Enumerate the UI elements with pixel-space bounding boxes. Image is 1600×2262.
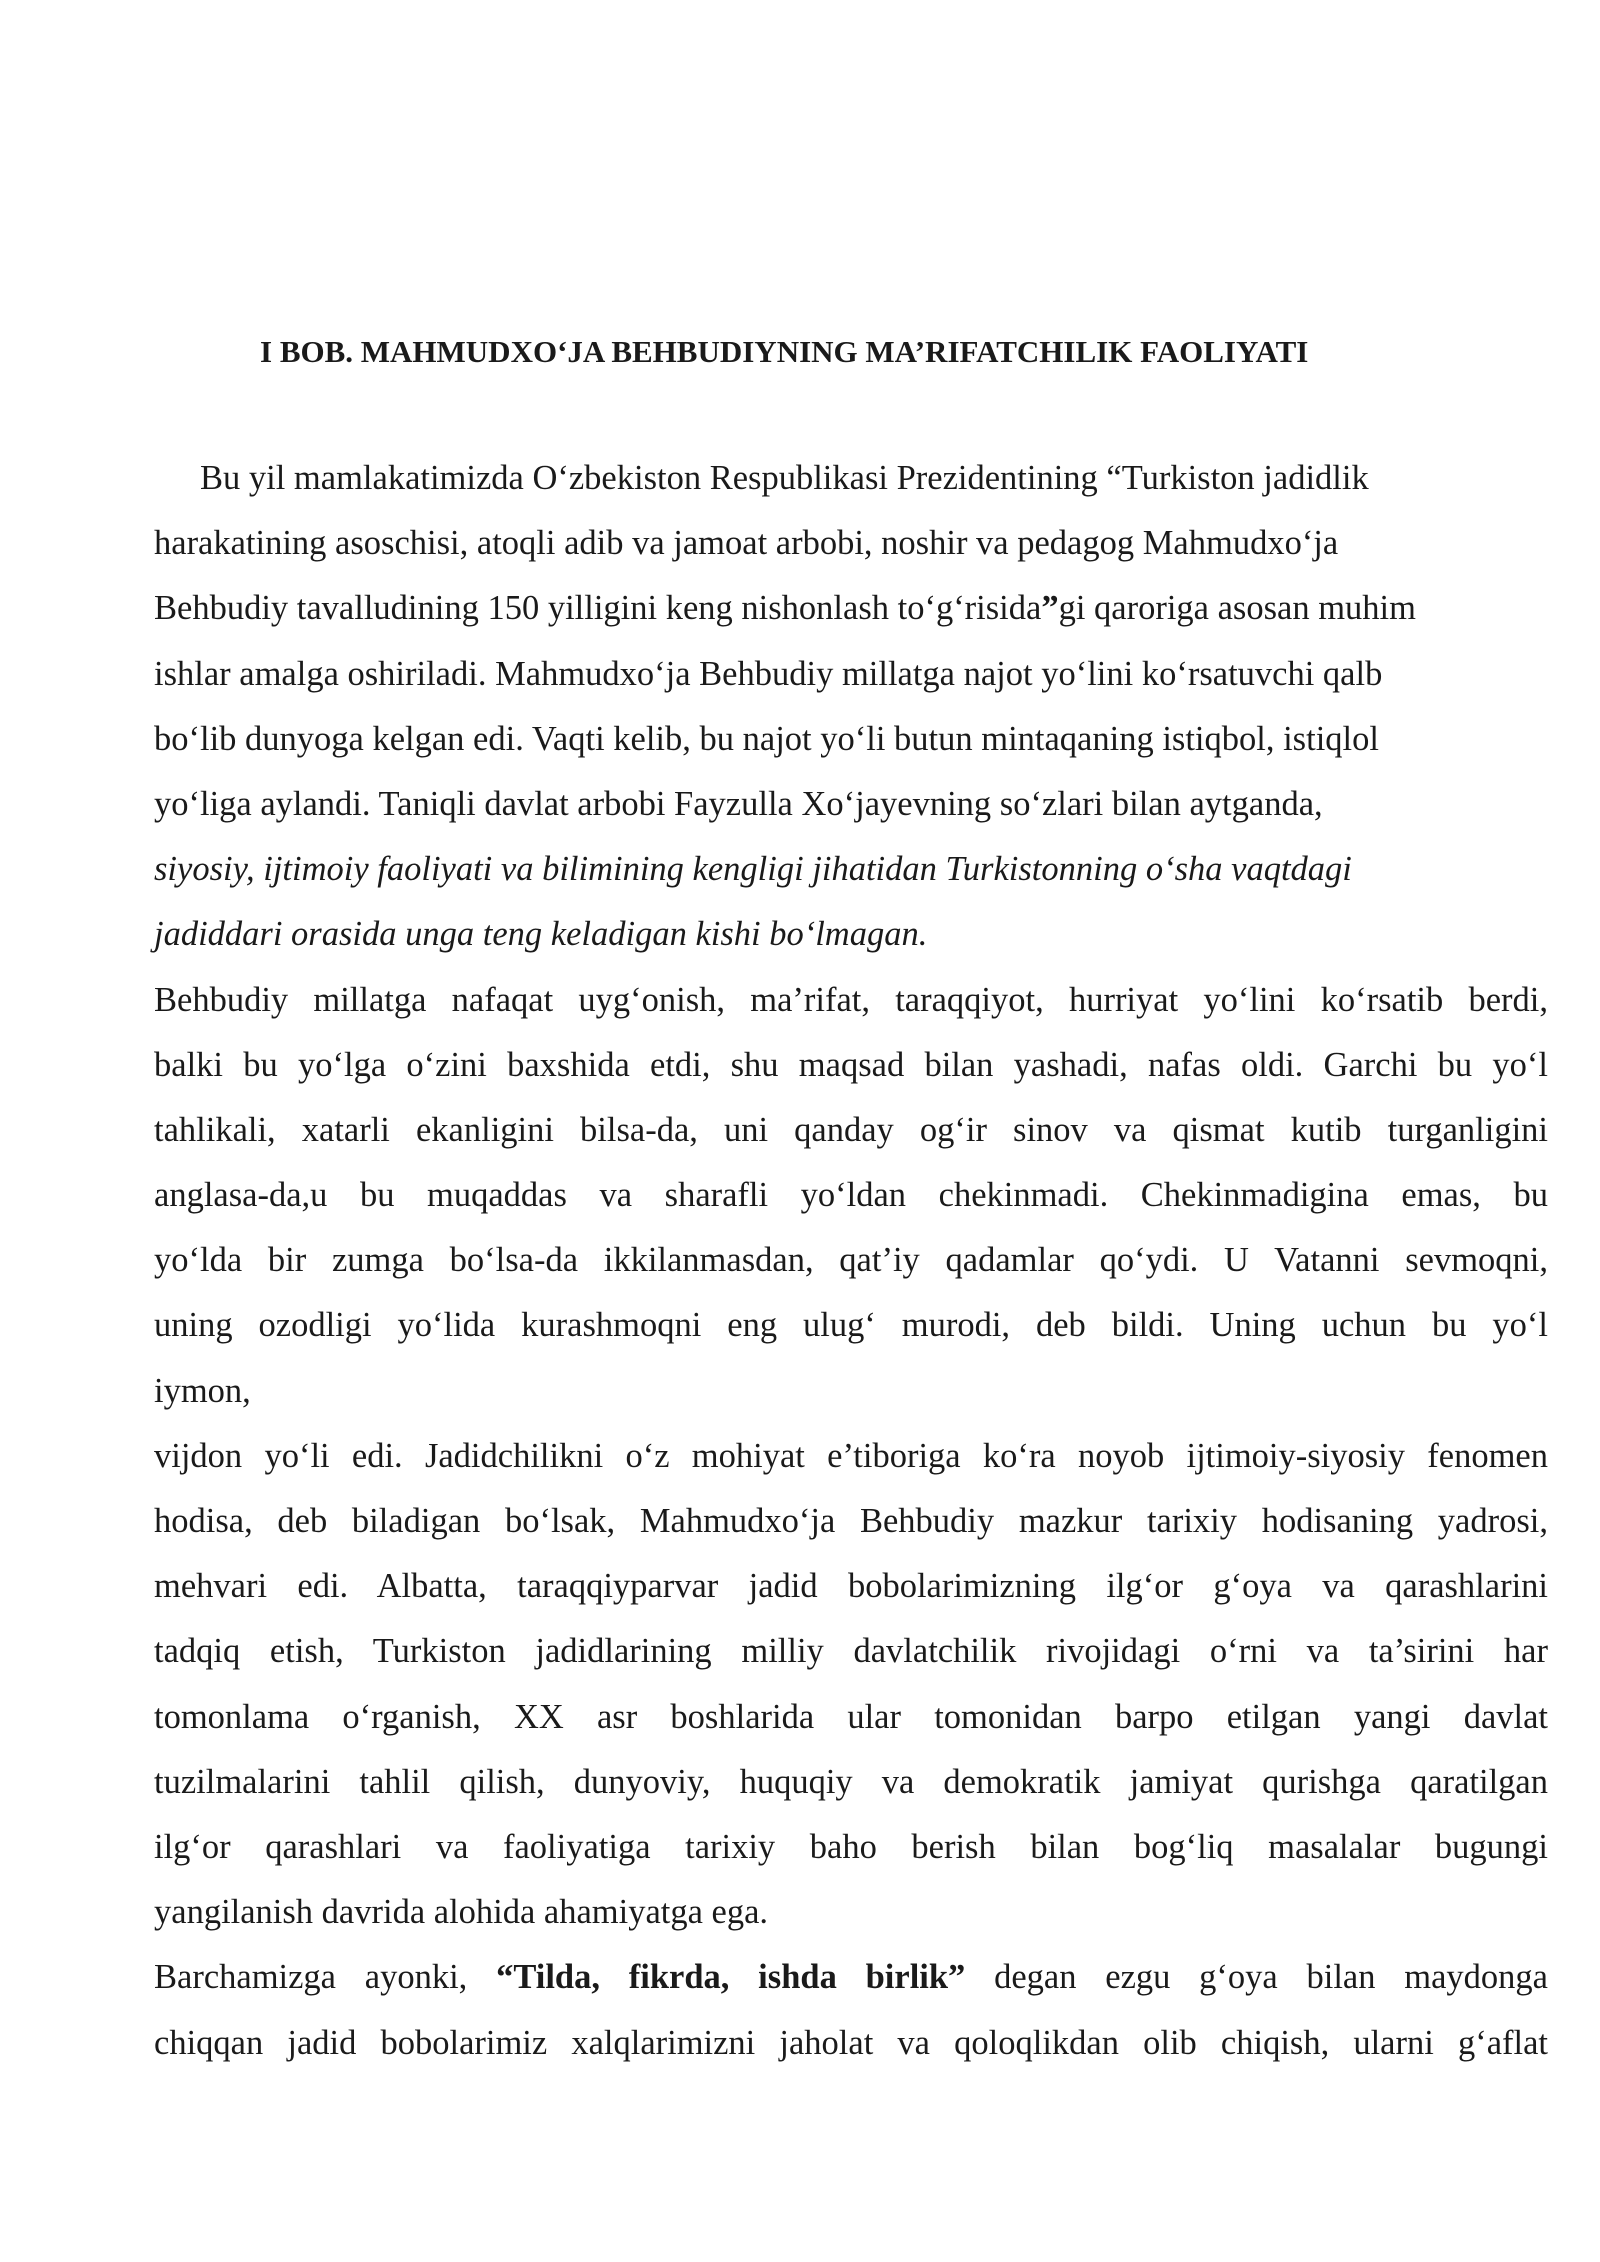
text-line: bo‘lib dunyoga kelgan edi. Vaqti kelib, bu najot yo‘li butun mintaqaning istiqbol, istiqlol	[154, 719, 1379, 758]
text-span: degan ezgu g‘oya bilan maydonga	[965, 1958, 1548, 1997]
text-line: Bu yil mamlakatimizda O‘zbekiston Respublikasi Prezidentining “Turkiston jadidlik	[200, 459, 1369, 497]
italic-quote-line	[154, 902, 1548, 967]
text-line: tomonlama o‘rganish, XX asr boshlarida ular tomonidan barpo etilgan yangi davlat	[154, 1697, 1548, 1736]
italic-text: jadiddari orasida unga teng keladigan kishi bo‘lmagan.	[154, 915, 928, 954]
bold-quote-mark: ”	[1041, 589, 1059, 628]
text-line: iymon,	[154, 1371, 251, 1410]
text-line: yo‘lda bir zumga bo‘lsa-da ikkilanmasdan, qat’iy qadamlar qo‘ydi. U Vatanni sevmoqni,	[154, 1241, 1548, 1280]
text-line: ishlar amalga oshiriladi. Mahmudxo‘ja Behbudiy millatga najot yo‘lini ko‘rsatuvchi qalb	[154, 654, 1383, 693]
text-span: gi qaroriga asosan muhim	[1058, 589, 1416, 628]
text-line: Behbudiy millatga nafaqat uyg‘onish, ma’rifat, taraqqiyot, hurriyat yo‘lini ko‘rsatib berdi,	[154, 980, 1548, 1019]
chapter-heading: I BOB. MAHMUDXO‘JA BEHBUDIYNING MA’RIFATCHILIK FAOLIYATI	[260, 334, 1309, 369]
text-line: hodisa, deb biladigan bo‘lsak, Mahmudxo‘ja Behbudiy mazkur tarixiy hodisaning yadrosi,	[154, 1502, 1548, 1540]
text-line: uning ozodligi yo‘lida kurashmoqni eng ulug‘ murodi, deb bildi. Uning uchun bu yo‘l	[154, 1306, 1548, 1345]
text-line: chiqqan jadid bobolarimiz xalqlarimizni jaholat va qoloqlikdan olib chiqish, ularni g‘aflat	[154, 2023, 1548, 2062]
text-line: tahlikali, xatarli ekanligini bilsa-da, uni qanday og‘ir sinov va qismat kutib turganligini	[154, 1110, 1548, 1149]
text-line: mehvari edi. Albatta, taraqqiyparvar jadid bobolarimizning ilg‘or g‘oya va qarashlarini	[154, 1567, 1548, 1606]
text-line: tuzilmalarini tahlil qilish, dunyoviy, huquqiy va demokratik jamiyat qurishga qaratilgan	[154, 1762, 1548, 1801]
text-line: tadqiq etish, Turkiston jadidlarining milliy davlatchilik rivojidagi o‘rni va ta’sirini har	[154, 1632, 1548, 1671]
text-line: ilg‘or qarashlari va faoliyatiga tarixiy baho berish bilan bog‘liq masalalar bugungi	[154, 1827, 1548, 1866]
text-line: balki bu yo‘lga o‘zini baxshida etdi, shu maqsad bilan yashadi, nafas oldi. Garchi bu yo‘l	[154, 1045, 1548, 1084]
text-line: yo‘liga aylandi. Taniqli davlat arbobi Fayzulla Xo‘jayevning so‘zlari bilan aytganda,	[154, 784, 1323, 823]
text-line	[154, 1945, 1548, 2010]
italic-text: siyosiy, ijtimoiy faoliyati va bilimining kengligi jihatidan Turkistonning o‘sha vaqtdagi	[154, 850, 1352, 889]
body-text	[154, 446, 1548, 2076]
text-line: harakatining asoschisi, atoqli adib va jamoat arbobi, noshir va pedagog Mahmudxo‘ja	[154, 524, 1339, 563]
text-line	[154, 576, 1548, 641]
italic-quote-line	[154, 837, 1548, 902]
bold-slogan: “Tilda, fikrda, ishda birlik”	[496, 1958, 966, 1997]
text-span: Behbudiy tavalludining 150 yilligini keng nishonlash to‘g‘risida	[154, 589, 1042, 628]
text-line: yangilanish davrida alohida ahamiyatga ega.	[154, 1893, 769, 1932]
text-line: vijdon yo‘li edi. Jadidchilikni o‘z mohiyat e’tiboriga ko‘ra noyob ijtimoiy-siyosiy fenomen	[154, 1436, 1548, 1475]
text-span: Barchamizga ayonki,	[154, 1958, 497, 1997]
text-line: anglasa-da,u bu muqaddas va sharafli yo‘ldan chekinmadi. Chekinmadigina emas, bu	[154, 1176, 1548, 1215]
